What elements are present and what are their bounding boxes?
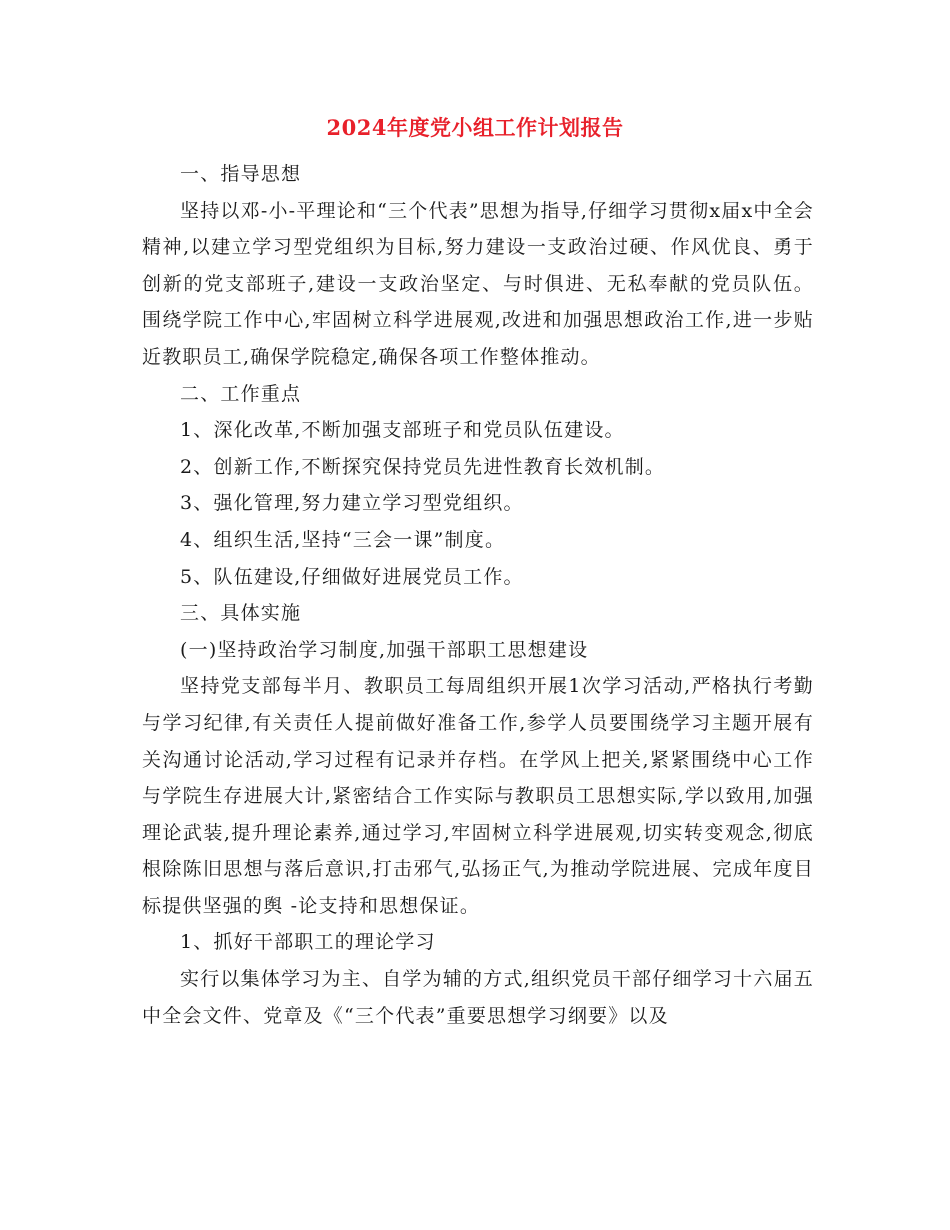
- list-item-work-focus-3: 3、强化管理,努力建立学习型党组织。: [180, 492, 524, 515]
- list-item-work-focus-1: 1、深化改革,不断加强支部班子和党员队伍建设。: [180, 419, 625, 442]
- list-item-work-focus-2: 2、创新工作,不断探究保持党员先进性教育长效机制。: [180, 455, 666, 478]
- section-heading-implementation: 三、具体实施: [180, 602, 302, 625]
- subsection-heading-political-study: (一)坚持政治学习制度,加强干部职工思想建设: [180, 638, 589, 661]
- paragraph-theory-study: 实行以集体学习为主、自学为辅的方式,组织党员干部仔细学习十六届五中全会文件、党章及《“三个代表”重要思想学习纲要》以及: [142, 968, 814, 1027]
- paragraph-political-study: 坚持党支部每半月、教职员工每周组织开展1次学习活动,严格执行考勤与学习纪律,有关责任人提前做好准备工作,参学人员要围绕学习主题开展有关沟通讨论活动,学习过程有记录并存档。在学风上把关,紧紧围绕中心工作与学院生存进展大计,紧密结合工作实际与教职员工思想实际,学以致用,加强理论武装,提升理论素养,通过学习,牢固树立科学进展观,切实转变观念,彻底根除陈旧思想与落后意识,打击邪气,弘扬正气,为推动学院进展、完成年度目标提供坚强的舆 -论支持和思想保证。: [142, 675, 814, 917]
- list-item-work-focus-4: 4、组织生活,坚持“三会一课”制度。: [180, 528, 506, 551]
- section-heading-work-focus: 二、工作重点: [180, 382, 302, 405]
- list-item-work-focus-5: 5、队伍建设,仔细做好进展党员工作。: [180, 565, 524, 588]
- document-title: 2024年度党小组工作计划报告: [326, 115, 624, 140]
- paragraph-guiding-ideology: 坚持以邓-小-平理论和“三个代表”思想为指导,仔细学习贯彻x届x中全会精神,以建立学习型党组织为目标,努力建设一支政治过硬、作风优良、勇于创新的党支部班子,建设一支政治坚定、与时俱进、无私奉献的党员队伍。围绕学院工作中心,牢固树立科学进展观,改进和加强思想政治工作,进一步贴近教职员工,确保学院稳定,确保各项工作整体推动。: [142, 199, 814, 368]
- section-heading-guiding-ideology: 一、指导思想: [180, 163, 302, 185]
- document-body: [142, 156, 814, 1034]
- subsection-heading-theory-study: 1、抓好干部职工的理论学习: [180, 931, 436, 954]
